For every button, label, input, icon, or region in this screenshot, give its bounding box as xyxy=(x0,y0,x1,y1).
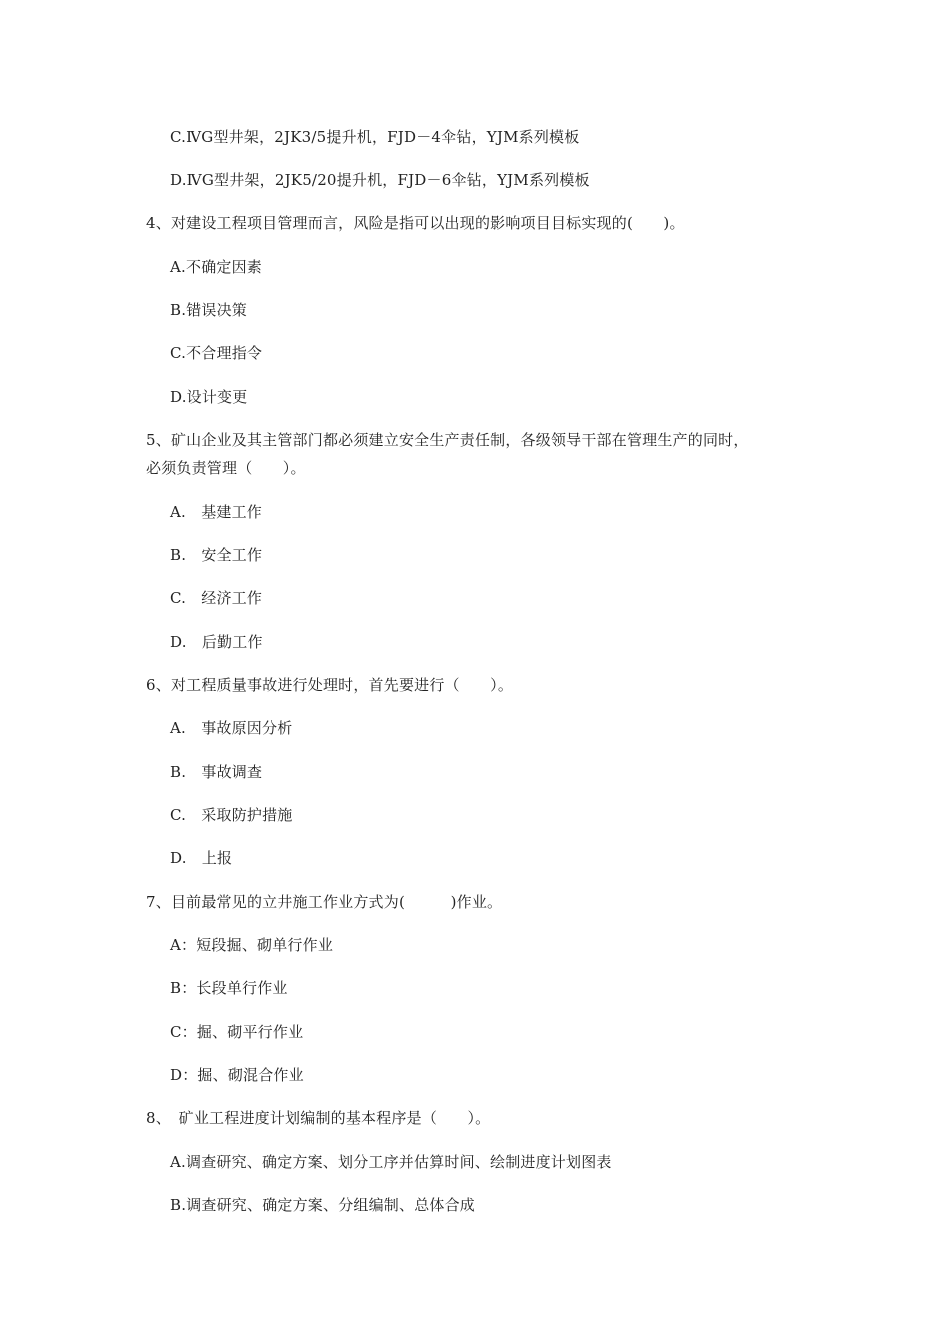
q7-option-b: B：长段单行作业 xyxy=(170,979,288,997)
q6-option-b: B. 事故调查 xyxy=(170,763,263,781)
q7-option-c: C：掘、砌平行作业 xyxy=(170,1023,304,1041)
q7-option-a: A：短段掘、砌单行作业 xyxy=(170,936,334,954)
q4-option-b: B.错误决策 xyxy=(170,301,247,319)
q3-option-c: C.ⅣG型井架，2JK3/5提升机，FJD－4伞钻，YJM系列模板 xyxy=(170,128,580,146)
q8-stem: 8、 矿业工程进度计划编制的基本程序是（ ）。 xyxy=(146,1109,491,1127)
q3-option-d: D.ⅣG型井架，2JK5/20提升机，FJD－6伞钻，YJM系列模板 xyxy=(170,171,590,189)
q5-option-b: B. 安全工作 xyxy=(170,546,263,564)
q6-option-c: C. 采取防护措施 xyxy=(170,806,293,824)
q7-option-d: D：掘、砌混合作业 xyxy=(170,1066,304,1084)
q6-stem: 6、对工程质量事故进行处理时，首先要进行（ ）。 xyxy=(146,676,514,694)
q4-option-a: A.不确定因素 xyxy=(170,258,263,276)
q5-stem-line1: 5、矿山企业及其主管部门都必须建立安全生产责任制，各级领导干部在管理生产的同时， xyxy=(146,431,749,449)
q5-option-c: C. 经济工作 xyxy=(170,589,263,607)
q5-stem-line2: 必须负责管理（ ）。 xyxy=(146,459,306,477)
q6-option-a: A. 事故原因分析 xyxy=(170,719,293,737)
q5-option-d: D. 后勤工作 xyxy=(170,633,263,651)
q5-option-a: A. 基建工作 xyxy=(170,503,263,521)
q7-stem: 7、目前最常见的立井施工作业方式为( )作业。 xyxy=(146,893,503,911)
q4-stem: 4、对建设工程项目管理而言，风险是指可以出现的影响项目目标实现的( )。 xyxy=(146,214,685,232)
q8-option-a: A.调查研究、确定方案、划分工序并估算时间、绘制进度计划图表 xyxy=(170,1153,612,1171)
q6-option-d: D. 上报 xyxy=(170,849,233,867)
q4-option-d: D.设计变更 xyxy=(170,388,248,406)
q8-option-b: B.调查研究、确定方案、分组编制、总体合成 xyxy=(170,1196,475,1214)
q4-option-c: C.不合理指令 xyxy=(170,344,263,362)
